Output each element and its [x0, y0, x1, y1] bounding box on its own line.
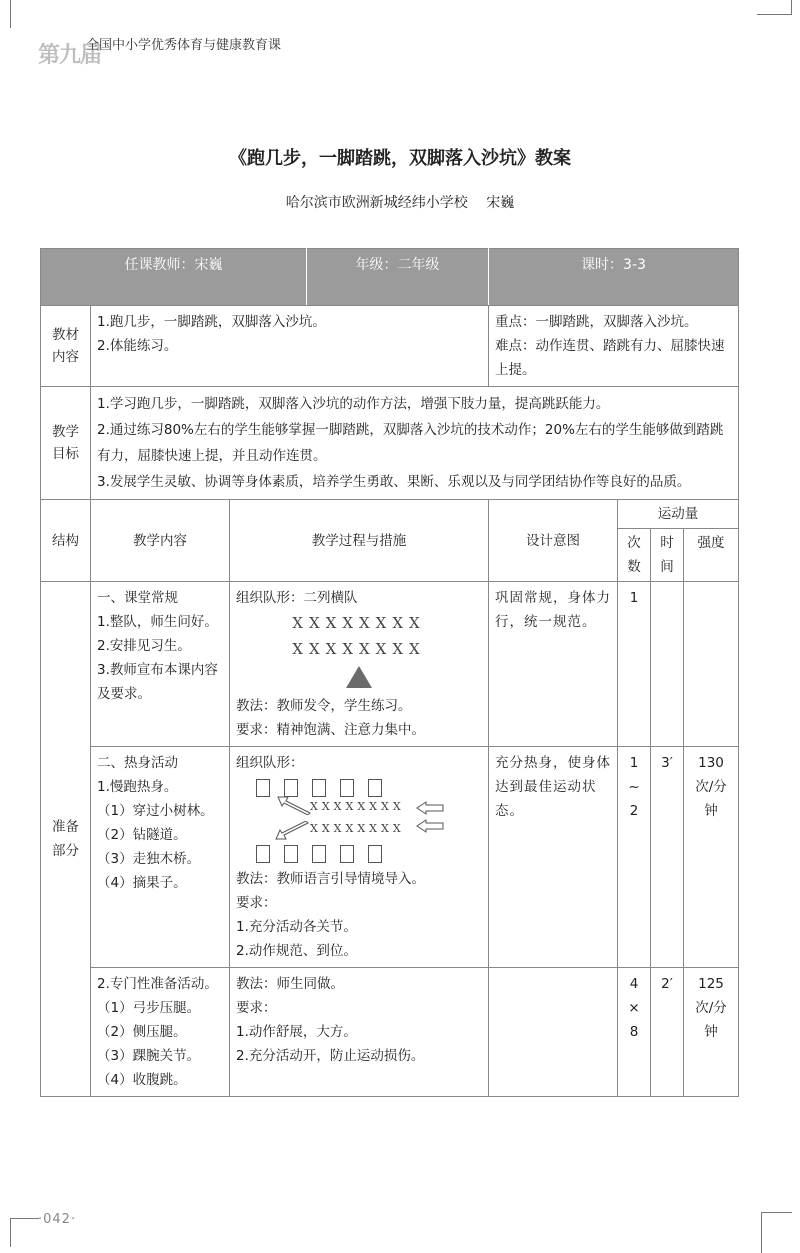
- routine-content: [91, 582, 230, 747]
- routine-method: 教法：教师发令，学生练习。: [236, 698, 412, 714]
- material-item-2: 2.体能练习。: [97, 338, 178, 354]
- special-content-1: 2.专门性准备活动。: [97, 976, 218, 992]
- teacher-triangle-icon: [346, 666, 372, 688]
- goals-row: [41, 387, 739, 500]
- warmup-times: 1 ~ 2: [618, 747, 651, 968]
- routine-content-2: 1.整队，师生问好。: [97, 614, 218, 630]
- routine-intent: 巩固常规，身体力行，统一规范。: [489, 582, 618, 747]
- special-prep-content: [91, 968, 230, 1097]
- warmup-duration: 3′: [651, 747, 684, 968]
- routine-process: [230, 582, 489, 747]
- obstacle-icon: [340, 845, 354, 863]
- warmup-method: 教法：教师语言引导情境导入。: [236, 871, 425, 887]
- warmup-content: [91, 747, 230, 968]
- routine-intensity: [684, 582, 739, 747]
- obstacle-icon: [256, 845, 270, 863]
- routine-content-3: 2.安排见习生。: [97, 638, 191, 654]
- warmup-diagram: [236, 775, 482, 867]
- routine-duration: [651, 582, 684, 747]
- warmup-requirement-1: 1.充分活动各关节。: [236, 919, 357, 935]
- arrow-left-icon: [416, 801, 444, 815]
- arrow-left-icon: [416, 819, 444, 833]
- crop-mark-bottom-left: [10, 1218, 39, 1247]
- section-label: 准备部分: [41, 582, 91, 1097]
- routine-content-4: 3.教师宣布本课内容及要求。: [97, 662, 218, 702]
- special-content-2: （1）弓步压腿。: [97, 1000, 201, 1016]
- edition-mark: 第九届: [38, 43, 102, 68]
- grade-cell: 年级：二年级: [307, 249, 489, 306]
- material-keypoints: [489, 306, 739, 387]
- warmup-x-row-1: XXXXXXXX: [310, 800, 405, 813]
- formation-row-1: XXXXXXXX: [292, 614, 426, 632]
- goals-label: 教学目标: [41, 387, 91, 500]
- formation-row-2: XXXXXXXX: [292, 640, 426, 658]
- lesson-plan-body: [40, 248, 739, 1097]
- special-requirement-2: 2.充分活动开，防止运动损伤。: [236, 1048, 425, 1064]
- special-content-5: （4）收腹跳。: [97, 1072, 187, 1088]
- bottom-obstacle-row: [236, 845, 402, 863]
- col-duration: 时间: [651, 529, 684, 582]
- col-intent: 设计意图: [489, 500, 618, 582]
- warmup-formation: 组织队形：: [236, 755, 304, 771]
- warmup-content-3: （1）穿过小树林。: [97, 803, 214, 819]
- routine-row: [41, 582, 739, 747]
- special-prep-row: [41, 968, 739, 1097]
- teacher-cell: 任课教师：宋巍: [41, 249, 307, 306]
- routine-content-1: 一、课堂常规: [97, 590, 178, 606]
- warmup-content-2: 1.慢跑热身。: [97, 779, 178, 795]
- warmup-content-5: （3）走独木桥。: [97, 851, 201, 867]
- obstacle-icon: [368, 845, 382, 863]
- goal-1: 1.学习跑几步，一脚踏跳，双脚落入沙坑的动作方法，增强下肢力量，提高跳跃能力。: [97, 396, 610, 412]
- period-cell: 课时：3-3: [489, 249, 739, 306]
- material-items: [91, 306, 489, 387]
- col-content: 教学内容: [91, 500, 230, 582]
- warmup-process: [230, 747, 489, 968]
- warmup-content-1: 二、热身活动: [97, 755, 178, 771]
- routine-formation: 组织队形：二列横队: [236, 590, 358, 606]
- material-label: 教材内容: [41, 306, 91, 387]
- goal-3: 3.发展学生灵敏、协调等身体素质，培养学生勇敢、果断、乐观以及与同学团结协作等良好的品质。: [97, 474, 691, 490]
- special-method: 教法：师生同做。: [236, 976, 344, 992]
- col-times: 次数: [618, 529, 651, 582]
- info-header-row: [41, 249, 739, 306]
- arrow-up-left-icon: [276, 793, 312, 815]
- goals-items: [91, 387, 739, 500]
- difficulty-point: 难点：动作连贯、踏跳有力、屈膝快速上提。: [495, 338, 725, 378]
- warmup-x-row-2: XXXXXXXX: [310, 822, 405, 835]
- material-row: [41, 306, 739, 387]
- crop-mark-top-left: [10, 0, 39, 28]
- warmup-intensity: 130次/分钟: [684, 747, 739, 968]
- special-duration: 2′: [651, 968, 684, 1097]
- obstacle-icon: [312, 845, 326, 863]
- special-intensity: 125次/分钟: [684, 968, 739, 1097]
- column-header-row-1: [41, 500, 739, 529]
- routine-requirement: 要求：精神饱满、注意力集中。: [236, 722, 425, 738]
- arrow-down-left-icon: [274, 821, 310, 843]
- document-title: 《跑几步，一脚踏跳，双脚落入沙坑》教案: [229, 148, 571, 169]
- author-line: 哈尔滨市欧洲新城经纬小学校 宋巍: [285, 195, 515, 211]
- routine-times: 1: [618, 582, 651, 747]
- crop-mark-bottom-right: [761, 1212, 792, 1253]
- col-intensity: 强度: [684, 529, 739, 582]
- key-point: 重点：一脚踏跳，双脚落入沙坑。: [495, 314, 698, 330]
- series-title: 全国中小学优秀体育与健康教育课: [86, 38, 282, 53]
- special-content-4: （3）踝腕关节。: [97, 1048, 201, 1064]
- goal-2: 2.通过练习80%左右的学生能够掌握一脚踏跳，双脚落入沙坑的技术动作；20%左右的学生能够做到踏跳有力，屈膝快速上提，并且动作连贯。: [97, 422, 724, 464]
- col-process: 教学过程与措施: [230, 500, 489, 582]
- warmup-requirement-2: 2.动作规范、到位。: [236, 943, 357, 959]
- obstacle-icon: [256, 779, 270, 797]
- crop-mark-top-right: [757, 0, 792, 15]
- warmup-row: [41, 747, 739, 968]
- warmup-content-6: （4）摘果子。: [97, 875, 187, 891]
- page-number: ·042·: [38, 1212, 77, 1227]
- material-item-1: 1.跑几步，一脚踏跳，双脚落入沙坑。: [97, 314, 326, 330]
- special-intent: [489, 968, 618, 1097]
- special-content-3: （2）侧压腿。: [97, 1024, 187, 1040]
- col-structure: 结构: [41, 500, 91, 582]
- warmup-content-4: （2）钻隧道。: [97, 827, 187, 843]
- obstacle-icon: [284, 845, 298, 863]
- special-requirement-1: 1.动作舒展，大方。: [236, 1024, 357, 1040]
- warmup-intent: 充分热身，使身体达到最佳运动状态。: [489, 747, 618, 968]
- col-load: 运动量: [618, 500, 739, 529]
- special-requirement: 要求：: [236, 1000, 277, 1016]
- special-times: 4 × 8: [618, 968, 651, 1097]
- warmup-requirement: 要求：: [236, 895, 277, 911]
- special-prep-process: [230, 968, 489, 1097]
